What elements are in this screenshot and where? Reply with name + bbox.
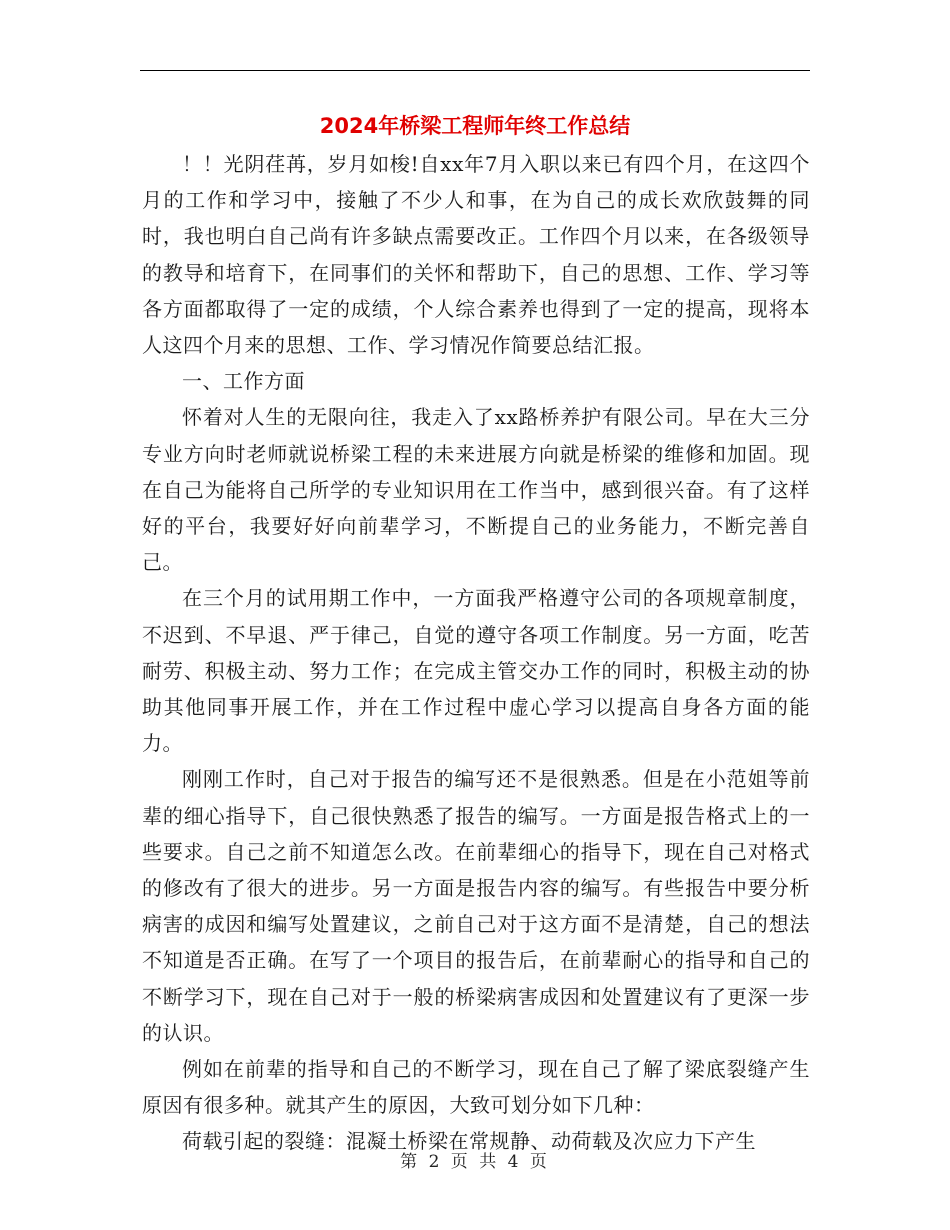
document-body	[142, 146, 810, 1160]
section-heading-work: 一、工作方面	[182, 369, 305, 394]
page-number-footer: 第 2 页 共 4 页	[400, 1152, 550, 1172]
body-paragraph: 在三个月的试用期工作中，一方面我严格遵守公司的各项规章制度，不迟到、不早退、严于律己，自觉的遵守各项工作制度。另一方面，吃苦耐劳、积极主动、努力工作；在完成主管交办工作的同时，积极主动的协助其他同事开展工作，并在工作过程中虚心学习以提高自身各方面的能力。	[142, 586, 810, 756]
header-rule	[140, 70, 810, 71]
body-paragraph: 怀着对人生的无限向往，我走入了xx路桥养护有限公司。早在大三分专业方向时老师就说桥梁工程的未来进展方向就是桥梁的维修和加固。现在自己为能将自己所学的专业知识用在工作当中，感到很兴奋。有了这样好的平台，我要好好向前辈学习，不断提自己的业务能力，不断完善自己。	[142, 405, 810, 575]
document-title: 2024年桥梁工程师年终工作总结	[319, 114, 631, 138]
body-paragraph-intro: ！！光阴荏苒，岁月如梭!自xx年7月入职以来已有四个月，在这四个月的工作和学习中，接触了不少人和事，在为自己的成长欢欣鼓舞的同时，我也明白自己尚有许多缺点需要改正。工作四个月以来，在各级领导的教导和培育下，在同事们的关怀和帮助下，自己的思想、工作、学习等各方面都取得了一定的成绩，个人综合素养也得到了一定的提高，现将本人这四个月来的思想、工作、学习情况作简要总结汇报。	[142, 152, 810, 358]
body-paragraph: 刚刚工作时，自己对于报告的编写还不是很熟悉。但是在小范姐等前辈的细心指导下，自己很快熟悉了报告的编写。一方面是报告格式上的一些要求。自己之前不知道怎么改。在前辈细心的指导下，现在自己对格式的修改有了很大的进步。另一方面是报告内容的编写。有些报告中要分析病害的成因和编写处置建议，之前自己对于这方面不是清楚，自己的想法不知道是否正确。在写了一个项目的报告后，在前辈耐心的指导和自己的不断学习下，现在自己对于一般的桥梁病害成因和处置建议有了更深一步的认识。	[142, 767, 810, 1045]
body-paragraph: 例如在前辈的指导和自己的不断学习，现在自己了解了梁底裂缝产生原因有很多种。就其产生的原因，大致可划分如下几种：	[142, 1057, 810, 1118]
body-paragraph: 荷载引起的裂缝：混凝土桥梁在常规静、动荷载及次应力下产生	[182, 1129, 756, 1154]
